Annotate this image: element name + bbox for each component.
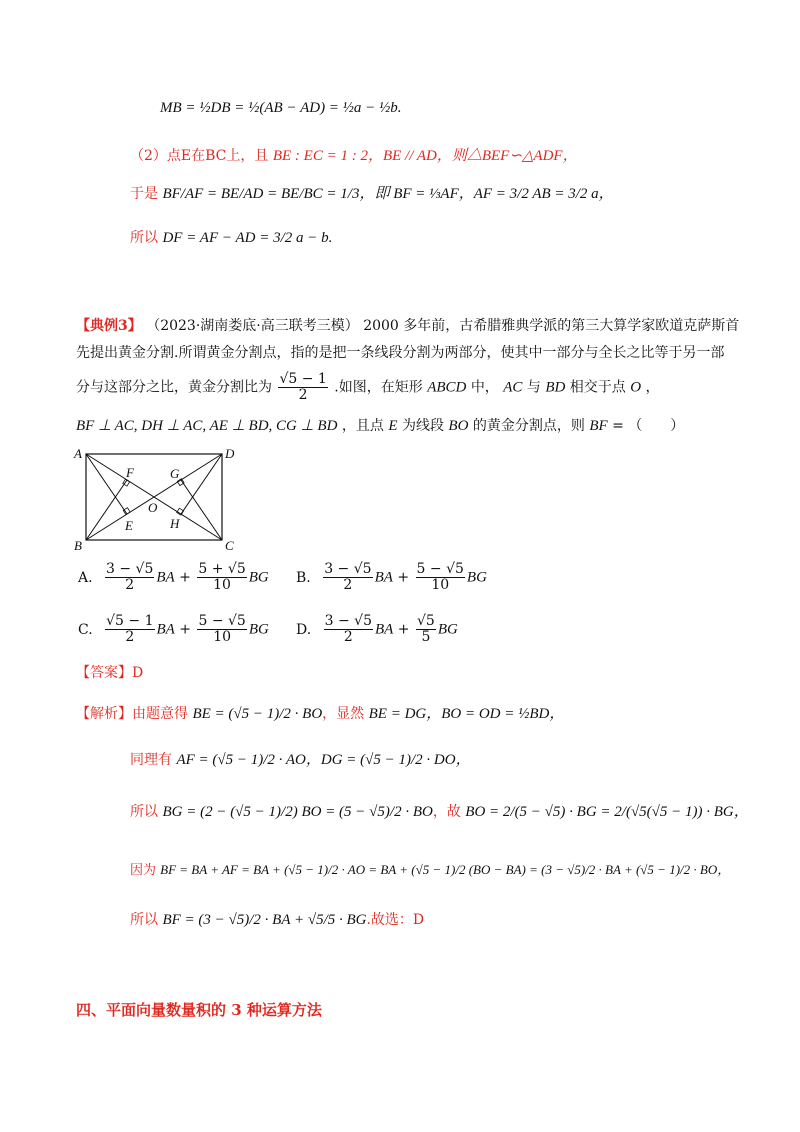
option-d-label: D.: [296, 621, 312, 638]
option-a-label: A.: [78, 569, 93, 586]
option-d[interactable]: [296, 614, 458, 645]
option-c-label: C.: [78, 621, 93, 638]
segment-ac: AC: [503, 379, 523, 396]
solution-line-3-prefix: 于是: [130, 186, 158, 202]
option-a-vector-2: BG: [248, 569, 269, 586]
analysis-l5-text2: .故选：D: [366, 912, 425, 928]
option-d-coef-1-num: 3 − √5: [324, 613, 373, 629]
golden-ratio-num: √5 − 1: [279, 371, 327, 387]
example-text-4f: 的黄金分割点，则: [472, 418, 585, 434]
option-b-vector-1: BA: [374, 569, 393, 586]
solution-line-4-math: DF = AF − AD = 3/2 a − b.: [162, 230, 333, 246]
solution-line-4-prefix: 所以: [130, 230, 158, 246]
analysis-l5-math: BF = (3 − √5)/2 · BA + √5/5 · BG: [162, 912, 367, 928]
vector-bf: BF: [589, 418, 608, 434]
example-text-3h: 相交于点: [569, 379, 626, 396]
option-a-coef-2: [197, 562, 246, 593]
analysis-l2-math: AF = (√5 − 1)/2 · AO，DG = (√5 − 1)/2 · DO，: [176, 752, 471, 768]
analysis-l1-math2: BE = DG，BO = OD = ½BD，: [368, 706, 565, 722]
label-b: B: [74, 538, 82, 553]
example-line-1: [76, 316, 739, 336]
option-d-op: +: [397, 621, 410, 638]
analysis-l3-text2: ，故: [432, 804, 461, 820]
option-b-coef-1-den: 2: [343, 577, 353, 593]
example-text-3b: .如图，在矩形: [334, 379, 423, 396]
option-d-coef-2-num: √5: [416, 613, 435, 629]
solution-line-2: [130, 146, 578, 166]
option-b-coef-2-den: 10: [431, 577, 450, 593]
solution-line-3-math: BF/AF = BE/AD = BE/BC = 1/3，即 BF = ⅓AF，AF = 3/2 AB = 3/2 a，: [162, 186, 614, 202]
analysis-l1-text: 由题意得: [132, 706, 188, 722]
analysis-line-1: [76, 704, 564, 724]
example-line-4: [76, 416, 684, 436]
example-text-3j: ，: [645, 379, 660, 396]
example-source: （2023·湖南娄底·高三联考三模）: [146, 318, 359, 334]
example-text-1: 2000 多年前，古希腊雅典学派的第三大算学家欧道克萨斯首: [363, 318, 740, 334]
label-h: H: [170, 516, 180, 531]
analysis-l1-math: BE = (√5 − 1)/2 · BO: [192, 706, 323, 722]
option-b-coef-2-num: 5 − √5: [416, 561, 464, 577]
analysis-l4-math: BF = BA + AF = BA + (√5 − 1)/2 · AO = BA + (√5 − 1)/2 (BO − BA) = (3 − √5)/2 · BA + (√5 − 1)/2 · BO，: [160, 862, 731, 877]
option-d-coef-1: [324, 614, 373, 645]
solution-line-1: MB = ½DB = ½(AB − AD) = ½a − ½b.: [160, 100, 402, 116]
option-b-coef-2: [416, 562, 465, 593]
answer-tag: 【答案】: [76, 665, 132, 681]
label-o: O: [148, 500, 158, 515]
option-c-coef-1-den: 2: [125, 629, 135, 645]
rect-abcd: ABCD: [427, 379, 467, 396]
analysis-l2-text: 同理有: [130, 752, 172, 768]
analysis-tag: 【解析】: [76, 706, 132, 722]
analysis-l1-text2: ，显然: [322, 706, 365, 722]
golden-ratio-fraction: [278, 372, 327, 403]
option-d-coef-2: [416, 614, 436, 645]
perpendicular-conditions: BF ⊥ AC, DH ⊥ AC, AE ⊥ BD, CG ⊥ BD: [76, 418, 338, 434]
solution-line-2-math: BE : EC = 1 : 2，BE // AD，则△BEF∽△ADF，: [272, 148, 578, 164]
analysis-l4-text: 因为: [130, 863, 157, 878]
label-g: G: [170, 466, 180, 481]
label-d: D: [225, 446, 235, 461]
option-c-coef-1: [105, 614, 154, 645]
option-d-vector-1: BA: [375, 621, 394, 638]
analysis-l3-text: 所以: [130, 804, 158, 820]
segment-bf: [86, 480, 127, 540]
option-b[interactable]: [296, 562, 487, 593]
option-b-label: B.: [296, 569, 311, 586]
example-text-4b: ，且点: [341, 418, 384, 434]
solution-line-3: [130, 184, 614, 204]
label-c: C: [225, 538, 234, 553]
label-f: F: [126, 465, 134, 480]
option-c-op: +: [179, 621, 192, 638]
option-b-op: +: [397, 569, 410, 586]
option-c-coef-2-num: 5 − √5: [198, 613, 246, 629]
analysis-line-4: [130, 860, 730, 881]
option-d-vector-2: BG: [437, 621, 458, 638]
option-c-vector-2: BG: [248, 621, 269, 638]
option-a-coef-2-num: 5 + √5: [198, 561, 246, 577]
analysis-l5-text: 所以: [130, 912, 158, 928]
example-text-3a: 分与这部分之比，黄金分割比为: [76, 379, 272, 396]
option-c-coef-2: [197, 614, 246, 645]
option-c[interactable]: [78, 614, 269, 645]
option-d-coef-1-den: 2: [343, 629, 353, 645]
option-a-op: +: [179, 569, 191, 586]
answer-line: [76, 663, 143, 683]
option-a-coef-1: [105, 562, 154, 593]
segment-cg: [181, 480, 222, 540]
label-e: E: [125, 518, 133, 533]
example-text-3d: 中，: [470, 379, 499, 396]
option-d-coef-2-den: 5: [421, 629, 431, 645]
option-a-vector-1: BA: [156, 569, 175, 586]
option-b-vector-2: BG: [466, 569, 487, 586]
point-e: E: [388, 418, 398, 434]
solution-line-4: [130, 228, 332, 248]
segment-dh: [181, 454, 222, 514]
example-line-3: [76, 372, 660, 403]
analysis-line-3: [130, 802, 749, 822]
option-a[interactable]: [78, 562, 269, 593]
example-text-3f: 与: [526, 379, 541, 396]
answer-value: D: [132, 665, 144, 681]
option-c-coef-1-num: √5 − 1: [106, 613, 154, 629]
section-heading: 四、平面向量数量积的 3 种运算方法: [76, 1001, 322, 1019]
point-o: O: [630, 379, 642, 396]
label-a: A: [74, 446, 82, 461]
analysis-line-2: [130, 750, 471, 770]
rectangle-figure: [70, 446, 240, 556]
analysis-l3-math: BG = (2 − (√5 − 1)/2) BO = (5 − √5)/2 · BO: [162, 804, 433, 820]
segment-ae: [86, 454, 127, 514]
option-b-coef-1-num: 3 − √5: [324, 561, 372, 577]
option-c-coef-2-den: 10: [213, 629, 232, 645]
option-a-coef-1-den: 2: [125, 577, 135, 593]
analysis-line-5: [130, 910, 424, 930]
option-a-coef-2-den: 10: [213, 577, 231, 593]
example-line-2: 先提出黄金分割.所谓黄金分割点，指的是把一条线段分割为两部分，使其中一部分与全长之比等于另一部: [76, 345, 725, 361]
analysis-l3-math2: BO = 2/(5 − √5) · BG = 2/(√5(√5 − 1)) · BG，: [465, 804, 749, 820]
example-tag: 【典例3】: [76, 318, 142, 334]
golden-ratio-den: 2: [298, 387, 308, 403]
option-b-coef-1: [323, 562, 372, 593]
segment-bo: BO: [448, 418, 469, 434]
example-text-4d: 为线段: [401, 418, 444, 434]
example-text-4h: = （ ）: [612, 418, 685, 434]
solution-line-2-prefix: （2）点E在BC上，且: [130, 148, 269, 164]
option-a-coef-1-num: 3 − √5: [106, 561, 154, 577]
option-c-vector-1: BA: [156, 621, 175, 638]
segment-bd: BD: [545, 379, 566, 396]
